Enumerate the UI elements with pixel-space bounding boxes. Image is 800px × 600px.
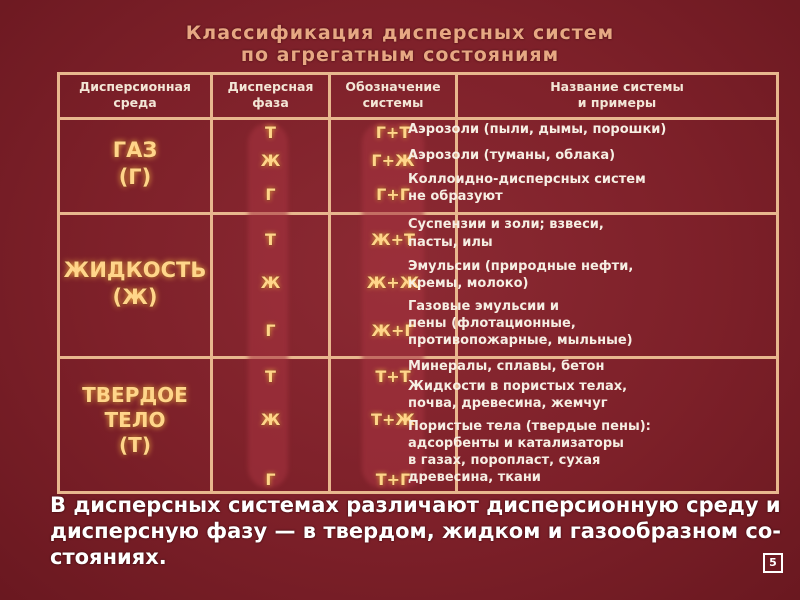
header-name-line: и примеры [577,95,657,110]
example-text: адсорбенты и катализаторы [408,436,624,451]
header-medium-line: Дисперсионная [79,79,191,94]
title-line-2: по агрегатным состояниям [240,44,560,66]
example-text: Жидкости в пористых телах, [408,379,628,394]
phase-cell: Ж [260,410,281,429]
notation-cell: Т+Т [375,367,411,386]
medium-liquid [60,257,210,311]
phase-cell: Ж [260,273,281,292]
footer-line: дисперсную фазу — в твердом, жидком и газообразном со- [50,519,782,543]
phase-cell: Т [265,367,276,386]
header-notation-line: Обозначение [345,79,441,94]
example-text: Эмульсии (природные нефти, [408,259,634,274]
notation-cell: Г+Т [375,123,411,142]
notation-cell: Г+Ж [371,151,415,170]
example-text: Коллоидно-дисперсных систем [408,172,646,187]
phase-cell: Г [265,321,276,340]
notation-cell: Г+Г [376,185,410,204]
example-text: пены (флотационные, [408,316,576,331]
medium-gas-name: ГАЗ [112,138,158,162]
header-phase [213,79,328,111]
example-text: кремы, молоко) [408,276,529,291]
notation-cell: Т+Г [375,470,411,489]
example-text: противопожарные, мыльные) [408,333,633,348]
example-text: Суспензии и золи; взвеси, [408,217,604,232]
header-notation [331,79,455,111]
header-medium-line: среда [113,95,157,110]
phase-cell: Т [265,123,276,142]
example-text: в газах, поропласт, сухая [408,453,601,468]
example-text: Пористые тела (твердые пены): [408,419,651,434]
phase-cell: Ж [260,151,281,170]
medium-solid-name: ТЕЛО [104,408,166,432]
header-medium [60,79,210,111]
example-text: почва, древесина, жемчуг [408,396,608,411]
example-text: не образуют [408,189,503,204]
medium-solid-name: ТВЕРДОЕ [82,383,188,407]
footer-line: В дисперсных системах различают дисперсионную среду и [50,493,781,517]
header-name-line: Название системы [550,79,684,94]
medium-gas [60,137,210,191]
medium-solid [60,383,210,458]
medium-liquid-name: ЖИДКОСТЬ [63,258,207,282]
page-number: 5 [763,553,783,573]
notation-cell: Ж+Ж [366,273,420,292]
example-text: Аэрозоли (пыли, дымы, порошки) [408,122,667,137]
notation-cell: Ж+Т [371,230,415,249]
header-phase-line: Дисперсная [227,79,314,94]
header-name [458,79,776,111]
phase-cell: Г [265,470,276,489]
phase-cell: Г [265,185,276,204]
example-text: Минералы, сплавы, бетон [408,359,605,374]
notation-cell: Т+Ж [371,410,415,429]
medium-liquid-symbol: (Ж) [112,285,158,309]
medium-solid-symbol: (Т) [119,433,151,457]
title-line-1: Классификация дисперсных систем [185,22,615,44]
example-text: Газовые эмульсии и [408,299,559,314]
medium-gas-symbol: (Г) [118,165,152,189]
example-text: Аэрозоли (туманы, облака) [408,148,616,163]
example-text: древесина, ткани [408,470,541,485]
footer-statement [50,492,790,570]
column-glow [248,123,288,488]
footer-line: стояниях. [50,545,167,569]
example-text: пасты, илы [408,235,493,250]
table-divider [60,117,776,120]
header-phase-line: фаза [252,95,289,110]
phase-cell: Т [265,230,276,249]
notation-cell: Ж+Г [371,321,415,340]
header-notation-line: системы [362,95,424,110]
